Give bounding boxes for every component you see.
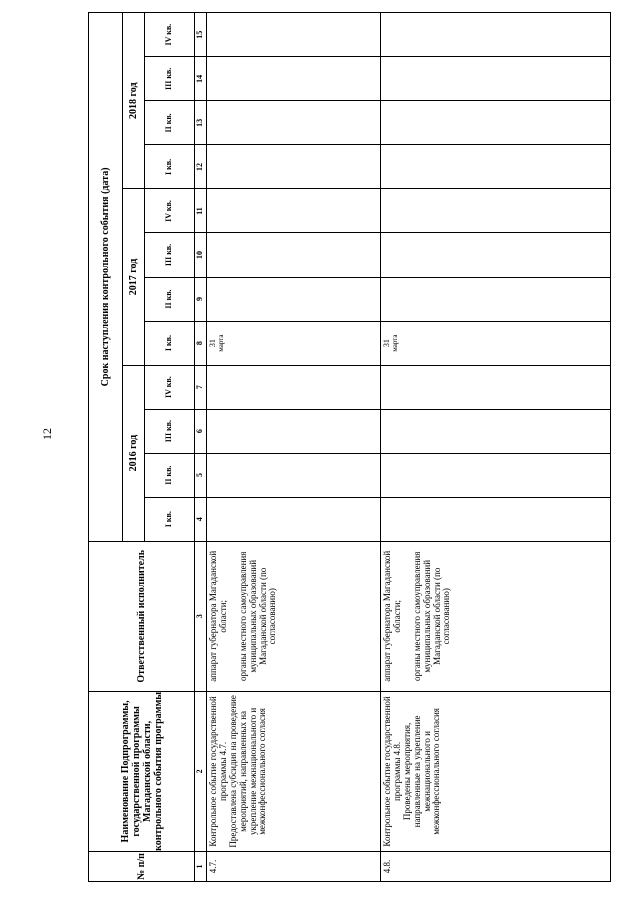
column-number: 12 bbox=[195, 145, 207, 189]
quarter-header: IV кв. bbox=[145, 365, 195, 409]
executor-cell bbox=[207, 541, 381, 691]
quarter-cell bbox=[381, 57, 611, 101]
table-row bbox=[381, 13, 611, 882]
column-number: 2 bbox=[195, 691, 207, 851]
column-number: 5 bbox=[195, 453, 207, 497]
quarter-header: I кв. bbox=[145, 497, 195, 541]
quarter-header: II кв. bbox=[145, 453, 195, 497]
quarter-cell bbox=[207, 453, 381, 497]
quarter-header: I кв. bbox=[145, 145, 195, 189]
column-number: 7 bbox=[195, 365, 207, 409]
quarter-cell bbox=[207, 497, 381, 541]
control-events-table bbox=[88, 12, 611, 882]
quarter-cell bbox=[207, 57, 381, 101]
event-name-cell bbox=[381, 691, 611, 851]
quarter-header: I кв. bbox=[145, 321, 195, 365]
header-row-1 bbox=[89, 13, 123, 882]
event-description: Проведены мероприятия, направленные на укрепление межнационального и межконфессионального согласия bbox=[401, 708, 442, 835]
quarter-cell bbox=[207, 189, 381, 233]
quarter-header: IV кв. bbox=[145, 189, 195, 233]
quarter-header: III кв. bbox=[145, 57, 195, 101]
column-number: 8 bbox=[195, 321, 207, 365]
executor-primary: аппарат губернатора Магаданской области; bbox=[208, 550, 228, 682]
quarter-cell bbox=[381, 145, 611, 189]
quarter-cell bbox=[381, 189, 611, 233]
quarter-cell bbox=[207, 101, 381, 145]
quarter-header: IV кв. bbox=[145, 13, 195, 57]
quarter-cell bbox=[381, 497, 611, 541]
column-number-row bbox=[195, 13, 207, 882]
quarter-header: III кв. bbox=[145, 233, 195, 277]
column-number: 11 bbox=[195, 189, 207, 233]
deadline-month: марта bbox=[390, 334, 399, 352]
quarter-cell bbox=[207, 409, 381, 453]
rotated-table-container bbox=[88, 12, 610, 882]
deadline-day: 31 bbox=[208, 339, 217, 348]
column-number: 1 bbox=[195, 851, 207, 881]
event-title: Контрольное событие государственной программы 4.8. bbox=[382, 696, 402, 847]
quarter-cell bbox=[207, 277, 381, 321]
column-number: 4 bbox=[195, 497, 207, 541]
quarter-header: II кв. bbox=[145, 277, 195, 321]
quarter-cell bbox=[207, 365, 381, 409]
header-year-2016: 2016 год bbox=[123, 365, 145, 541]
deadline-day: 31 bbox=[382, 339, 391, 348]
column-number: 15 bbox=[195, 13, 207, 57]
executor-primary: аппарат губернатора Магаданской области; bbox=[382, 550, 402, 682]
quarter-cell bbox=[381, 101, 611, 145]
header-year-2018: 2018 год bbox=[123, 13, 145, 189]
event-description: Предоставлена субсидия на проведение мероприятий, направленных на укрепление межнационального и межконфессионального согласия bbox=[227, 695, 268, 848]
quarter-cell bbox=[207, 145, 381, 189]
quarter-cell bbox=[381, 453, 611, 497]
header-name: Наименование Подпрограммы, государственной программы Магаданской области, контрольного события программы bbox=[89, 691, 195, 851]
quarter-cell bbox=[381, 365, 611, 409]
event-title: Контрольное событие государственной программы 4.7. bbox=[208, 696, 228, 847]
deadline-date bbox=[381, 321, 611, 365]
quarter-cell bbox=[381, 277, 611, 321]
executor-cell bbox=[381, 541, 611, 691]
column-number: 10 bbox=[195, 233, 207, 277]
table-row bbox=[207, 13, 381, 882]
event-name-cell bbox=[207, 691, 381, 851]
column-number: 3 bbox=[195, 541, 207, 691]
column-number: 9 bbox=[195, 277, 207, 321]
header-deadline: Срок наступления контрольного события (дата) bbox=[89, 13, 123, 542]
column-number: 14 bbox=[195, 57, 207, 101]
column-number: 6 bbox=[195, 409, 207, 453]
quarter-cell bbox=[207, 233, 381, 277]
executor-secondary: органы местного самоуправления муниципальных образований Магаданской области (по согласованию) bbox=[411, 551, 452, 681]
header-executor: Ответственный исполнитель bbox=[89, 541, 195, 691]
quarter-cell bbox=[381, 233, 611, 277]
deadline-date bbox=[207, 321, 381, 365]
quarter-cell bbox=[381, 13, 611, 57]
quarter-header: II кв. bbox=[145, 101, 195, 145]
page-number: 12 bbox=[40, 428, 54, 440]
header-num: № п/п bbox=[89, 851, 195, 881]
column-number: 13 bbox=[195, 101, 207, 145]
deadline-month: марта bbox=[216, 334, 225, 352]
quarter-header: III кв. bbox=[145, 409, 195, 453]
row-number: 4.7. bbox=[207, 851, 381, 881]
quarter-cell bbox=[381, 409, 611, 453]
executor-secondary: органы местного самоуправления муниципальных образований Магаданской области (по согласованию) bbox=[237, 551, 278, 681]
quarter-cell bbox=[207, 13, 381, 57]
row-number: 4.8. bbox=[381, 851, 611, 881]
header-year-2017: 2017 год bbox=[123, 189, 145, 365]
